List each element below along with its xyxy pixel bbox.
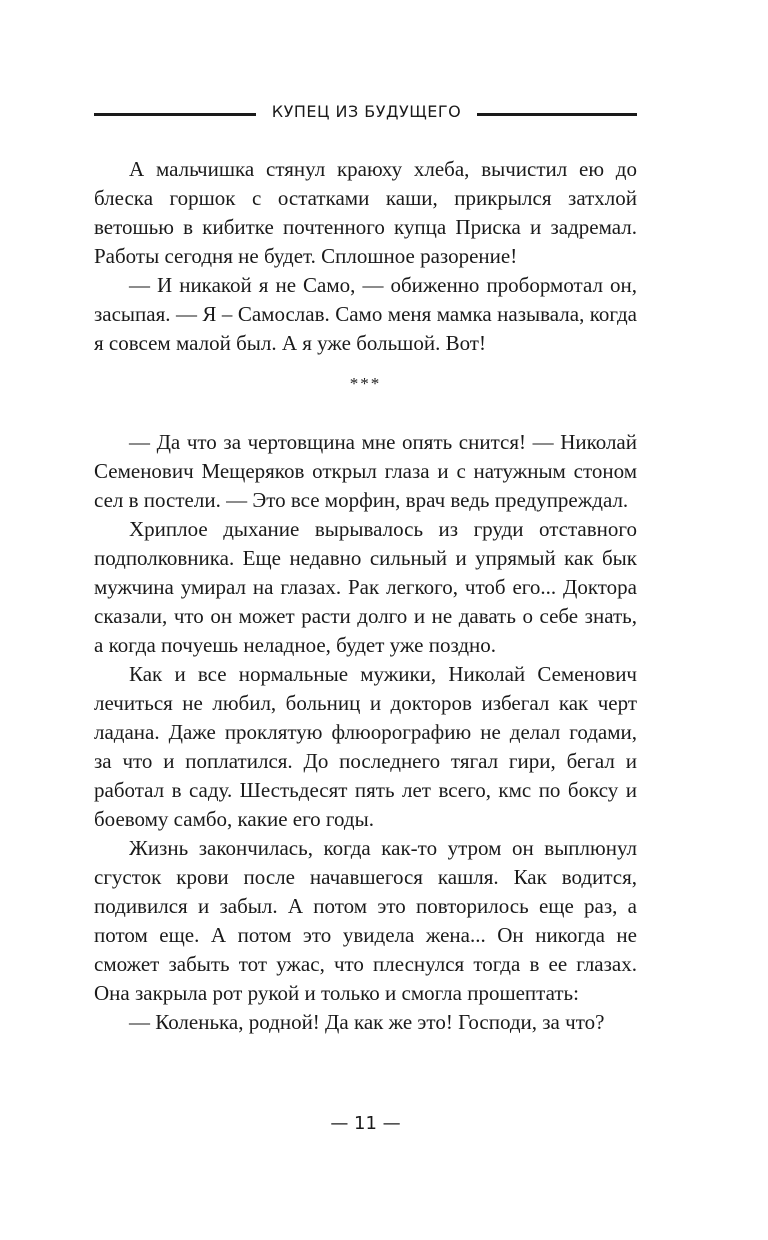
paragraph: — И никакой я не Само, — обиженно пробормотал он, засыпая. — Я – Самослав. Само меня мамка называла, когда я совсем малой был. А я уже большой. Вот! bbox=[94, 273, 637, 355]
header-rule-left bbox=[94, 113, 256, 116]
text-block-1 bbox=[94, 155, 637, 358]
section-separator: *** bbox=[349, 374, 382, 393]
paragraph: А мальчишка стянул краюху хлеба, вычистил ею до блеска горшок с остатками каши, прикрылся затхлой ветошью в кибитке почтенного купца Приска и задремал. Работы сегодня не будет. Сплошное разорение! bbox=[94, 157, 637, 268]
paragraph: — Коленька, родной! Да как же это! Господи, за что? bbox=[129, 1010, 605, 1034]
paragraph: Жизнь закончилась, когда как-то утром он выплюнул сгусток крови после начавшегося кашля. Как водится, подивился и забыл. А потом это повторилось еще раз, а потом еще. А потом это увидела жена... Он никогда не сможет забыть тот ужас, что плеснулся тогда в ее глазах. Она закрыла рот рукой и только и смогла прошептать: bbox=[94, 836, 637, 1005]
book-title: КУПЕЦ ИЗ БУДУЩЕГО bbox=[271, 102, 462, 121]
header-rule-right bbox=[477, 113, 637, 116]
page-number: — 11 — bbox=[330, 1113, 401, 1134]
text-block-2 bbox=[94, 428, 637, 1037]
running-header bbox=[94, 100, 637, 128]
paragraph: Как и все нормальные мужики, Николай Семенович лечиться не любил, больниц и докторов избегал как черт ладана. Даже проклятую флюорографию не делал годами, за что и поплатился. До последнего тягал гири, бегал и работал в саду. Шестьдесят пять лет всего, кмс по боксу и боевому самбо, какие его годы. bbox=[94, 662, 637, 831]
paragraph: — Да что за чертовщина мне опять снится! — Николай Семенович Мещеряков открыл глаза и с натужным стоном сел в постели. — Это все морфин, врач ведь предупреждал. bbox=[94, 430, 637, 512]
paragraph: Хриплое дыхание вырывалось из груди отставного подполковника. Еще недавно сильный и упрямый как бык мужчина умирал на глазах. Рак легкого, чтоб его... Доктора сказали, что он может расти долго и не давать о себе знать, а когда почуешь неладное, будет уже поздно. bbox=[94, 517, 637, 657]
